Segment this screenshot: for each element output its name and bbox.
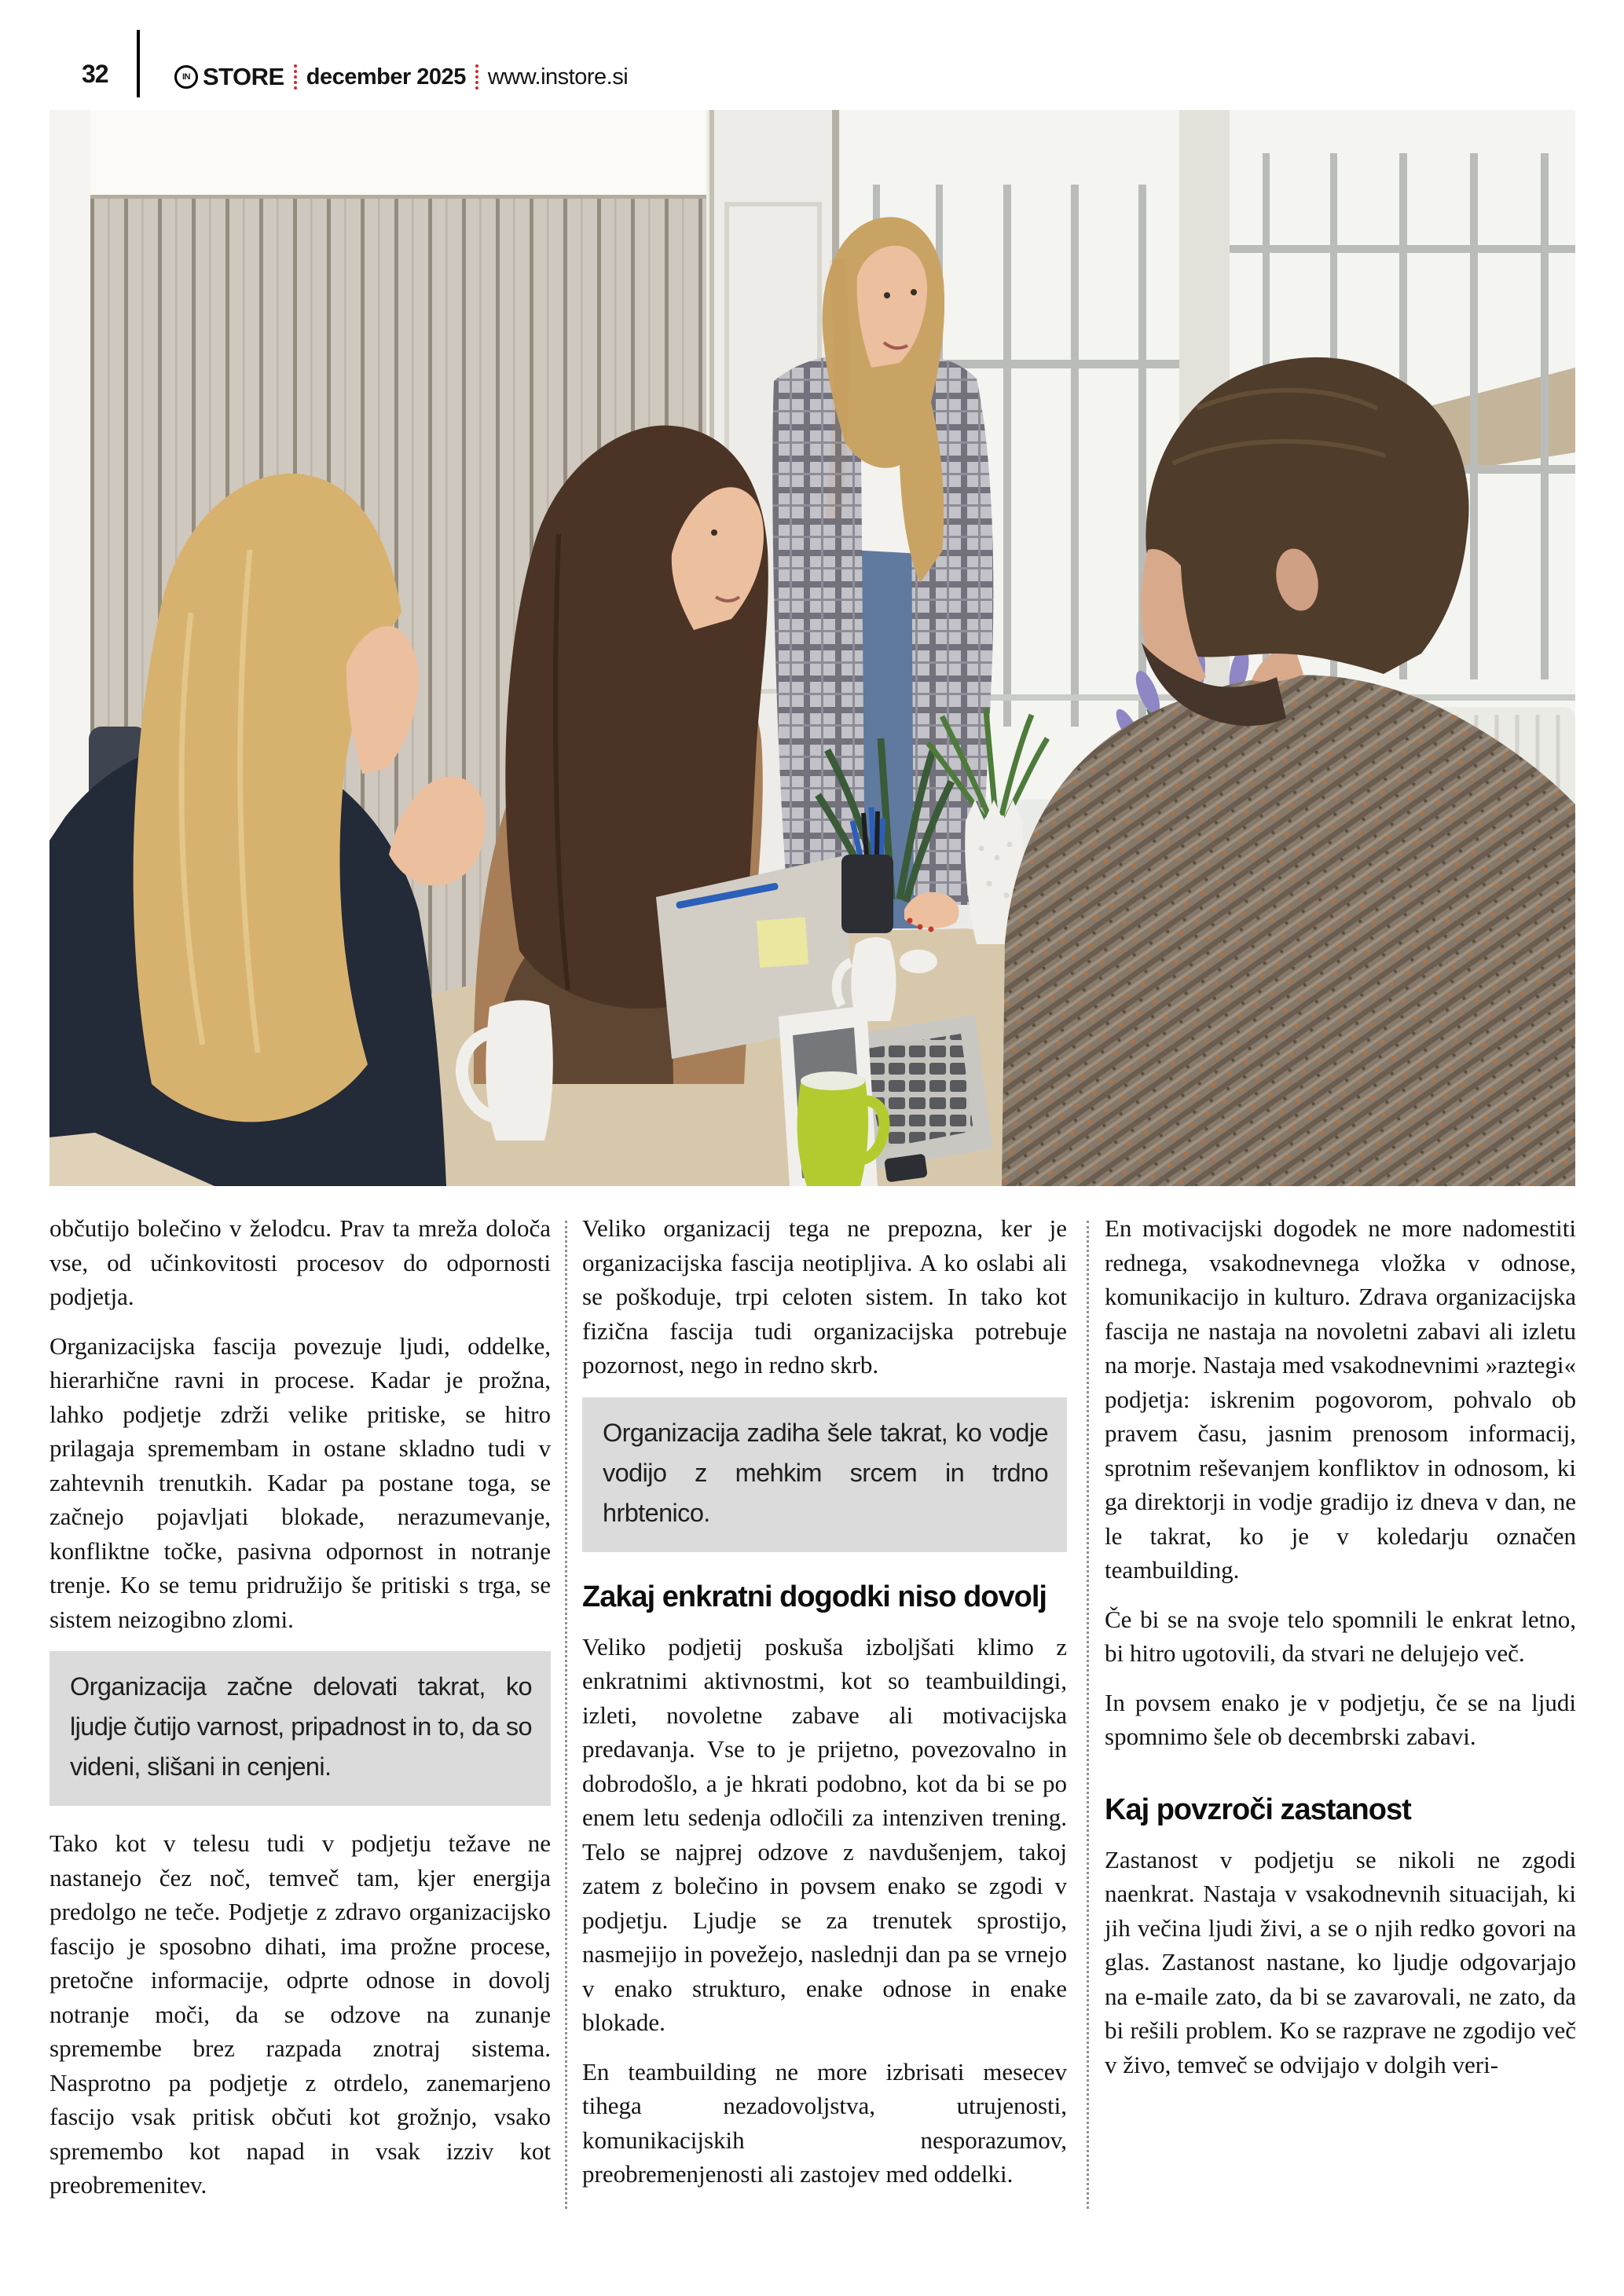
issue-date: december 2025: [306, 64, 466, 90]
header-divider: [137, 30, 140, 97]
article-column-2: [582, 1211, 1067, 2206]
body-paragraph: Veliko podjetij poskuša izboljšati klimo z enkratnimi aktivnostmi, kot so teambuildingi, izleti, novoletne zabave ali motivacijska predavanja. Vse to je prijetno, povezovalno in dobrodošlo, a je hkrati podobno, kot da bi se po enem letu sedenja odločili za intenziven trening. Telo se najprej odzove z navdušenjem, takoj zatem z bolečino in povsem enako se zgodi v podjetju. Ljudje se za trenutek sprostijo, nasmejijo in povežejo, naslednji dan pa se vrnejo v enako strukturo, enake odnose in enake blokade.: [582, 1632, 1067, 2036]
body-paragraph: občutijo bolečino v želodcu. Prav ta mreža določa vse, od učinkovitosti procesov do odpornosti podjetja.: [49, 1214, 551, 1310]
body-paragraph: Organizacijska fascija povezuje ljudi, oddelke, hierarhične ravni in procese. Kadar je prožna, lahko podjetje zdrži velike pritiske, se hitro prilagaja spremembam in ostane skladno tudi v zahtevnih trenutkih. Kadar pa postane toga, se začnejo pojavljati blokade, nerazumevanje, konfliktne točke, pasivna odpornost in notranje trenje. Ko se temu pridružijo še pritiski s trga, se sistem neizogibno zlomi.: [49, 1331, 551, 1633]
computer-mouse: [900, 950, 937, 973]
office-meeting-illustration: [49, 110, 1575, 1186]
column-separator: [1087, 1221, 1089, 2209]
article-column-1: [49, 1211, 551, 2217]
page-number: 32: [82, 60, 108, 88]
article-column-3: [1105, 1211, 1576, 2096]
pull-quote-box: Organizacija zadiha šele takrat, ko vodje vodijo z mehkim srcem in trdno hrbtenico.: [582, 1397, 1067, 1552]
masthead: [174, 63, 628, 91]
in-circle-icon: IN: [174, 65, 198, 89]
site-url: www.instore.si: [487, 64, 629, 90]
body-paragraph: Veliko organizacij tega ne prepozna, ker je organizacijska fascija neotipljiva. A ko oslabi ali se poškoduje, trpi celoten sistem. In tako kot fizična fascija tudi organizacijska potrebuje pozornost, nego in redno skrb.: [582, 1214, 1067, 1379]
section-heading: Zakaj enkratni dogodki niso dovolj: [582, 1580, 1047, 1613]
instore-logo: [174, 63, 284, 91]
body-paragraph: En teambuilding ne more izbrisati mesecev tihega nezadovoljstva, utrujenosti, komunikacijskih nesporazumov, preobremenjenosti ali zastojev med oddelki.: [582, 2057, 1067, 2188]
body-paragraph: In povsem enako je v podjetju, če se na ljudi spomnimo šele ob decembrski zabavi.: [1105, 1688, 1576, 1750]
body-paragraph: Tako kot v telesu tudi v podjetju težave ne nastanejo čez noč, temveč tam, kjer energija predolgo ne teče. Podjetje z zdravo organizacijsko fascijo je sposobno dihati, ima prožne procese, pretočne informacije, odprte odnose in dovolj notranje moči, da se odzove na zunanje spremembe brez razpada znotraj sistema. Nasprotno pa podjetje z otrdelo, zanemarjeno fascijo vsak pritisk občuti kot grožnjo, vsako spremembo kot napad in vsak izziv kot preobremenitev.: [49, 1829, 551, 2199]
column-separator: [565, 1221, 567, 2209]
dotted-separator-icon: [475, 64, 478, 90]
body-paragraph: Če bi se na svoje telo spomnili le enkrat letno, bi hitro ugotovili, da stvari ne delujejo več.: [1105, 1605, 1576, 1667]
logo-text: STORE: [203, 63, 284, 90]
pull-quote-box: Organizacija začne delovati takrat, ko ljudje čutijo varnost, pripadnost in to, da so videni, slišani in cenjeni.: [49, 1651, 551, 1806]
body-paragraph: Zastanost v podjetju se nikoli ne zgodi naenkrat. Nastaja v vsakodnevnih situacijah, ki jih večina ljudi živi, a se o njih redko govori na glas. Zastanost nastane, ko ljudje odgovarjajo na e-maile zato, da bi se zavarovali, ne zato, da bi rešili problem. Ko se razprave ne zgodijo več v živo, temveč se odvijajo v dolgih veri-: [1105, 1845, 1576, 2078]
section-heading: Kaj povzroči zastanost: [1105, 1792, 1411, 1826]
article-photo: [49, 110, 1575, 1186]
body-paragraph: En motivacijski dogodek ne more nadomestiti rednega, vsakodnevnega vložka v odnose, komunikacijo in kulturo. Zdrava organizacijska fascija ne nastaja na novoletni zabavi ali izletu na morje. Nastaja med vsakodnevnimi »raztegi« podjetja: iskrenim pogovorom, pohvalo ob pravem času, jasnim prenosom informacij, sprotnim reševanjem konfliktov in odnosom, ki ga direktorji in vodje gradijo iz dneva v dan, ne le takrat, ko je v koledarju označen teambuilding.: [1105, 1214, 1576, 1584]
dotted-separator-icon: [294, 64, 297, 90]
sticky-note: [757, 917, 808, 968]
